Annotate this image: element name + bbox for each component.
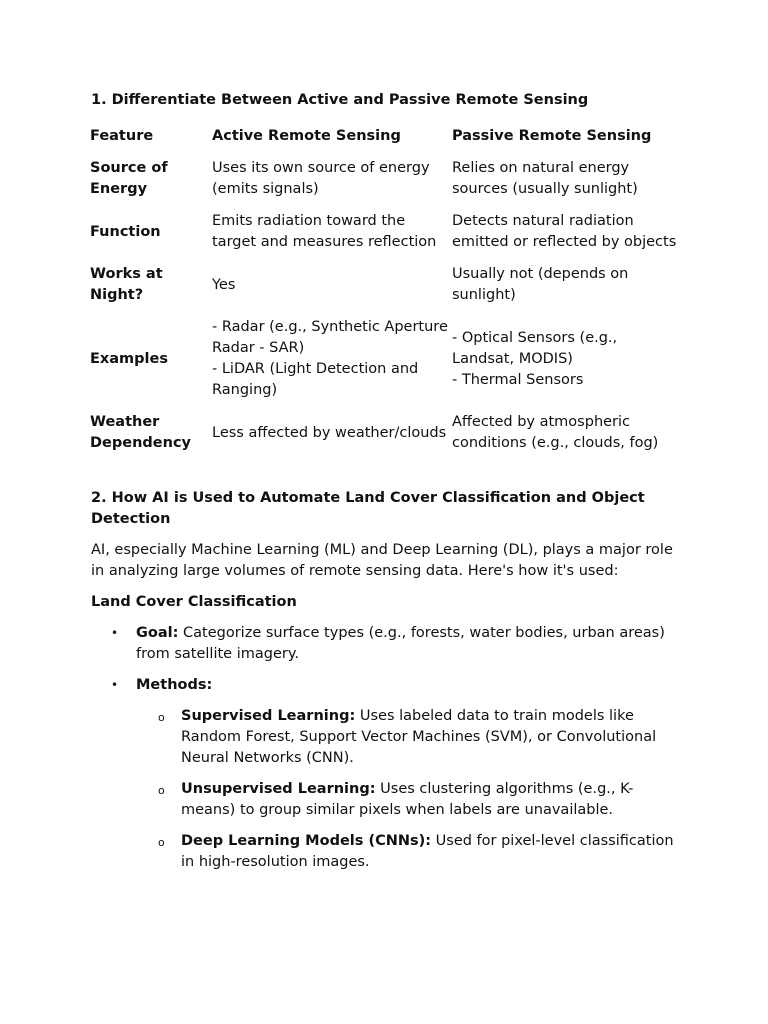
feature-cell: Source of Energy — [90, 160, 168, 197]
main-bullet-list — [91, 623, 681, 873]
document-page — [91, 90, 681, 883]
passive-cell: Affected by atmospheric conditions (e.g., clouds, fog) — [452, 414, 659, 451]
table-row — [90, 259, 680, 312]
table-row — [90, 312, 680, 407]
table-header-cell: Passive Remote Sensing — [452, 128, 652, 144]
feature-cell: Works at Night? — [90, 266, 163, 303]
active-cell: Uses its own source of energy (emits signals) — [212, 160, 430, 197]
table-row — [90, 407, 680, 460]
active-cell: - Radar (e.g., Synthetic Aperture Radar - SAR) - LiDAR (Light Detection and Ranging) — [212, 319, 448, 398]
feature-cell: Function — [90, 223, 161, 240]
table-row — [90, 206, 680, 259]
bullet-icon: • — [111, 678, 119, 692]
goal-text: Categorize surface types (e.g., forests, water bodies, urban areas) from satellite imagery. — [136, 625, 665, 662]
list-item-methods — [91, 675, 681, 873]
method-text: Used for pixel-level classification in high-resolution images. — [181, 833, 674, 870]
section2-heading: 2. How AI is Used to Automate Land Cover Classification and Object Detection — [91, 490, 645, 527]
list-item — [91, 779, 681, 821]
method-label: Supervised Learning: — [181, 708, 356, 724]
goal-label: Goal: — [136, 625, 179, 641]
list-item — [91, 831, 681, 873]
comparison-table — [90, 121, 680, 460]
list-item — [91, 706, 681, 769]
bullet-icon: • — [111, 626, 119, 640]
passive-cell: Usually not (depends on sunlight) — [452, 266, 629, 303]
table-header-cell: Feature — [90, 128, 154, 144]
method-text: Uses clustering algorithms (e.g., K-means) to group similar pixels when labels are unavailable. — [181, 781, 634, 818]
circle-bullet-icon: o — [158, 836, 165, 849]
feature-cell: Examples — [90, 350, 168, 367]
land-cover-subheading: Land Cover Classification — [91, 594, 297, 610]
intro-paragraph: AI, especially Machine Learning (ML) and Deep Learning (DL), plays a major role in analyzing large volumes of remote sensing data. Here's how it's used: — [91, 542, 673, 579]
passive-cell: - Optical Sensors (e.g., Landsat, MODIS) - Thermal Sensors — [452, 329, 618, 388]
table-header-row — [90, 121, 680, 153]
circle-bullet-icon: o — [158, 784, 165, 797]
passive-cell: Detects natural radiation emitted or reflected by objects — [452, 213, 677, 250]
active-cell: Yes — [212, 276, 236, 293]
method-label: Deep Learning Models (CNNs): — [181, 833, 432, 849]
circle-bullet-icon: o — [158, 711, 165, 724]
method-text: Uses labeled data to train models like Random Forest, Support Vector Machines (SVM), or Convolutional Neural Networks (CNN). — [181, 708, 657, 766]
passive-cell: Relies on natural energy sources (usually sunlight) — [452, 160, 638, 197]
method-label: Unsupervised Learning: — [181, 781, 376, 797]
methods-sublist — [136, 706, 681, 873]
table-header-cell: Active Remote Sensing — [212, 128, 401, 144]
table-row — [90, 153, 680, 206]
methods-label: Methods: — [136, 677, 213, 693]
section1-heading: 1. Differentiate Between Active and Passive Remote Sensing — [91, 92, 589, 108]
active-cell: Less affected by weather/clouds — [212, 424, 447, 441]
feature-cell: Weather Dependency — [90, 414, 191, 451]
active-cell: Emits radiation toward the target and measures reflection — [212, 213, 437, 250]
list-item-goal — [91, 623, 681, 665]
